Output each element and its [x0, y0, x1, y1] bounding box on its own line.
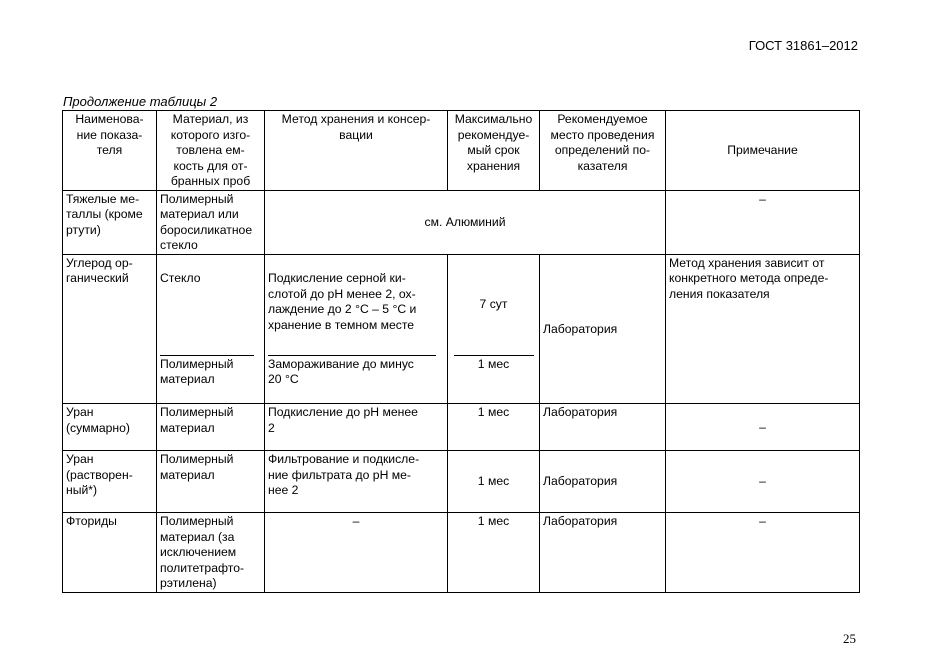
- cell-method: Фильтрование и подкисле- ние фильтрата до pH ме- нее 2: [265, 451, 448, 513]
- column-header-note: Примечание: [666, 111, 860, 191]
- cell-material: Полимерный материал или боросиликатное стекло: [157, 190, 265, 254]
- cell-material: [157, 254, 265, 404]
- table-row: [63, 451, 860, 513]
- cell-term: 1 мес: [448, 404, 540, 451]
- cell-place: Лаборатория: [540, 513, 666, 593]
- table-row: [63, 404, 860, 451]
- cell-indicator: Тяжелые ме- таллы (кроме ртути): [63, 190, 157, 254]
- cell-indicator: Уран (растворен- ный*): [63, 451, 157, 513]
- table-caption: Продолжение таблицы 2: [63, 94, 218, 109]
- cell-note: –: [666, 190, 860, 254]
- cell-indicator: Уран (суммарно): [63, 404, 157, 451]
- cell-method: [265, 254, 448, 404]
- cell-merged-method: см. Алюминий: [265, 190, 666, 254]
- cell-note: –: [666, 451, 860, 513]
- cell-material: Полимерный материал (за исключением политетрафто- рэтилена): [157, 513, 265, 593]
- page-number: 25: [843, 631, 856, 646]
- term-first: 7 сут: [479, 297, 508, 311]
- method-freeze: Замораживание до минус 20 °С: [268, 355, 436, 388]
- cell-note: Метод хранения зависит от конкретного метода опреде- ления показателя: [666, 254, 860, 404]
- column-header-method: Метод хранения и консер- вации: [265, 111, 448, 191]
- table-row: [63, 513, 860, 593]
- term-second: 1 мес: [454, 355, 534, 373]
- column-header-material: Материал, из которого изго- товлена ем- кость для от- бранных проб: [157, 111, 265, 191]
- cell-method: Подкисление до pH менее 2: [265, 404, 448, 451]
- table-header-row: [63, 111, 860, 191]
- cell-method: –: [265, 513, 448, 593]
- cell-term: 1 мес: [448, 513, 540, 593]
- cell-place: Лаборатория: [540, 254, 666, 404]
- column-header-place: Рекомендуемое место проведения определений по- казателя: [540, 111, 666, 191]
- material-polymer: Полимерный материал: [160, 355, 254, 388]
- material-glass: Стекло: [160, 271, 201, 285]
- column-header-term: Максимально рекомендуе- мый срок хранения: [448, 111, 540, 191]
- cell-term: 1 мес: [448, 451, 540, 513]
- cell-note: –: [666, 513, 860, 593]
- table-row: [63, 254, 860, 404]
- cell-term: [448, 254, 540, 404]
- method-acidify: Подкисление серной ки- слотой до pH менее 2, ох- лаждение до 2 °С – 5 °С и хранение в темном месте: [268, 271, 417, 332]
- cell-note: –: [666, 404, 860, 451]
- column-header-indicator: Наименова- ние показа- теля: [63, 111, 157, 191]
- storage-table: [62, 110, 860, 593]
- cell-material: Полимерный материал: [157, 451, 265, 513]
- cell-indicator: Фториды: [63, 513, 157, 593]
- cell-material: Полимерный материал: [157, 404, 265, 451]
- table-row: [63, 190, 860, 254]
- document-id: ГОСТ 31861–2012: [748, 38, 858, 53]
- cell-place: Лаборатория: [540, 451, 666, 513]
- cell-place: Лаборатория: [540, 404, 666, 451]
- cell-indicator: Углерод ор- ганический: [63, 254, 157, 404]
